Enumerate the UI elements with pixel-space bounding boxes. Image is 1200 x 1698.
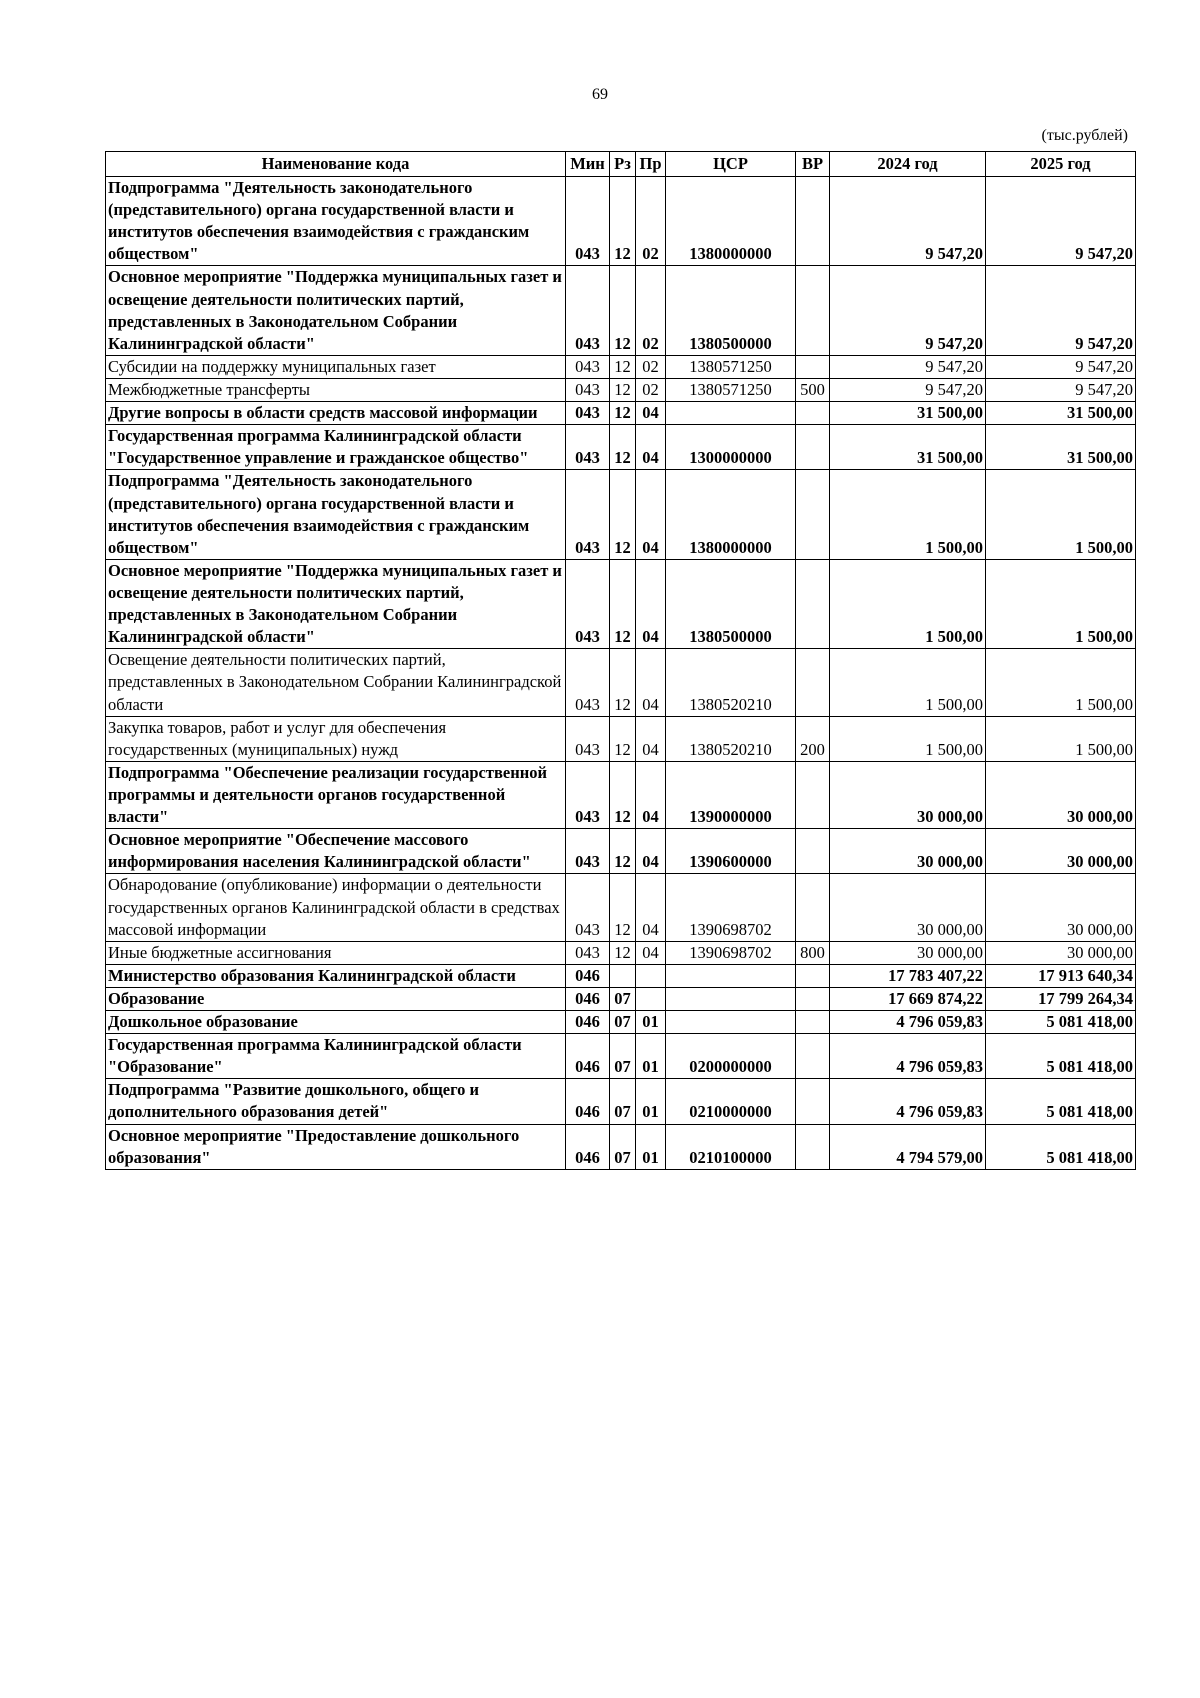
table-row [106,761,1136,828]
cell-pr: 02 [636,266,666,355]
cell-rz: 12 [610,470,636,559]
header-rz: Рз [610,152,636,177]
cell-pr: 04 [636,425,666,470]
cell-pr: 04 [636,470,666,559]
cell-csr: 1380000000 [666,470,796,559]
cell-pr: 01 [636,1124,666,1169]
cell-min: 046 [566,1124,610,1169]
cell-name: Подпрограмма "Деятельность законодательного (представительного) органа государственной власти и институтов обеспечения взаимодействия с гражданским обществом" [106,470,566,559]
cell-2024: 9 547,20 [830,355,986,378]
cell-csr: 0200000000 [666,1034,796,1079]
cell-pr: 04 [636,941,666,964]
cell-name: Подпрограмма "Деятельность законодательного (представительного) органа государственной власти и институтов обеспечения взаимодействия с гражданским обществом" [106,177,566,266]
cell-2025: 1 500,00 [986,559,1136,648]
page-number: 69 [592,86,608,103]
cell-name: Основное мероприятие "Поддержка муниципальных газет и освещение деятельности политических партий, представленных в Законодательном Собрании Калининградской области" [106,559,566,648]
cell-vr: 800 [796,941,830,964]
cell-csr [666,987,796,1010]
cell-min: 043 [566,402,610,425]
cell-2024: 30 000,00 [830,874,986,941]
cell-pr: 04 [636,829,666,874]
cell-name: Государственная программа Калининградской области "Государственное управление и гражданское общество" [106,425,566,470]
header-2024: 2024 год [830,152,986,177]
table-row [106,874,1136,941]
cell-2024: 31 500,00 [830,425,986,470]
cell-2025: 5 081 418,00 [986,1011,1136,1034]
cell-pr: 02 [636,378,666,401]
cell-min: 046 [566,987,610,1010]
cell-min: 043 [566,874,610,941]
cell-pr: 04 [636,716,666,761]
cell-vr [796,266,830,355]
cell-vr [796,874,830,941]
cell-name: Образование [106,987,566,1010]
cell-vr: 200 [796,716,830,761]
cell-name: Основное мероприятие "Обеспечение массового информирования населения Калининградской области" [106,829,566,874]
cell-rz: 12 [610,266,636,355]
cell-pr: 04 [636,559,666,648]
cell-pr [636,987,666,1010]
header-csr: ЦСР [666,152,796,177]
cell-name: Субсидии на поддержку муниципальных газет [106,355,566,378]
cell-csr: 1380000000 [666,177,796,266]
cell-min: 043 [566,716,610,761]
table-row [106,829,1136,874]
cell-csr [666,964,796,987]
budget-table [105,151,1136,1170]
cell-min: 043 [566,761,610,828]
cell-rz: 07 [610,1079,636,1124]
cell-name: Обнародование (опубликование) информации о деятельности государственных органов Калининградской области в средствах массовой информации [106,874,566,941]
table-row [106,470,1136,559]
cell-2024: 4 796 059,83 [830,1079,986,1124]
cell-rz: 12 [610,177,636,266]
cell-2025: 5 081 418,00 [986,1124,1136,1169]
cell-csr: 1300000000 [666,425,796,470]
cell-rz: 12 [610,402,636,425]
cell-rz: 12 [610,425,636,470]
cell-pr: 02 [636,177,666,266]
cell-min: 043 [566,425,610,470]
cell-min: 043 [566,177,610,266]
cell-2025: 17 799 264,34 [986,987,1136,1010]
cell-min: 043 [566,355,610,378]
cell-vr [796,649,830,716]
cell-2025: 31 500,00 [986,425,1136,470]
cell-name: Закупка товаров, работ и услуг для обеспечения государственных (муниципальных) нужд [106,716,566,761]
cell-2025: 9 547,20 [986,355,1136,378]
table-row [106,402,1136,425]
cell-2025: 31 500,00 [986,402,1136,425]
cell-name: Освещение деятельности политических партий, представленных в Законодательном Собрании Калининградской области [106,649,566,716]
cell-2024: 1 500,00 [830,716,986,761]
cell-rz: 12 [610,559,636,648]
table-row [106,1011,1136,1034]
cell-min: 043 [566,378,610,401]
cell-min: 046 [566,1011,610,1034]
cell-name: Министерство образования Калининградской области [106,964,566,987]
cell-2024: 4 794 579,00 [830,1124,986,1169]
cell-rz: 12 [610,649,636,716]
cell-2024: 30 000,00 [830,829,986,874]
cell-vr [796,1034,830,1079]
cell-csr: 1380500000 [666,266,796,355]
cell-vr [796,402,830,425]
cell-2025: 9 547,20 [986,266,1136,355]
cell-2025: 9 547,20 [986,378,1136,401]
cell-2024: 30 000,00 [830,941,986,964]
cell-name: Основное мероприятие "Поддержка муниципальных газет и освещение деятельности политических партий, представленных в Законодательном Собрании Калининградской области" [106,266,566,355]
cell-min: 043 [566,941,610,964]
table-row [106,987,1136,1010]
cell-pr: 02 [636,355,666,378]
cell-name: Межбюджетные трансферты [106,378,566,401]
cell-2025: 30 000,00 [986,829,1136,874]
cell-csr: 1390698702 [666,874,796,941]
cell-name: Основное мероприятие "Предоставление дошкольного образования" [106,1124,566,1169]
cell-2025: 30 000,00 [986,941,1136,964]
table-header-row [106,152,1136,177]
cell-rz: 12 [610,761,636,828]
cell-2025: 30 000,00 [986,761,1136,828]
cell-pr: 04 [636,874,666,941]
cell-csr: 0210100000 [666,1124,796,1169]
cell-csr: 1390600000 [666,829,796,874]
cell-min: 046 [566,1034,610,1079]
cell-min: 043 [566,559,610,648]
table-row [106,266,1136,355]
table-body [106,177,1136,1170]
table-row [106,1124,1136,1169]
table-row [106,964,1136,987]
cell-name: Дошкольное образование [106,1011,566,1034]
table-row [106,378,1136,401]
cell-min: 046 [566,964,610,987]
cell-pr: 01 [636,1079,666,1124]
cell-2024: 17 783 407,22 [830,964,986,987]
cell-2024: 17 669 874,22 [830,987,986,1010]
cell-vr [796,829,830,874]
cell-rz: 07 [610,987,636,1010]
header-2025: 2025 год [986,152,1136,177]
cell-csr: 1390000000 [666,761,796,828]
cell-csr [666,402,796,425]
cell-pr: 04 [636,761,666,828]
cell-rz: 12 [610,941,636,964]
cell-2025: 5 081 418,00 [986,1034,1136,1079]
cell-rz: 12 [610,355,636,378]
cell-2024: 9 547,20 [830,177,986,266]
cell-vr [796,761,830,828]
cell-2024: 4 796 059,83 [830,1011,986,1034]
cell-2024: 9 547,20 [830,266,986,355]
cell-csr [666,1011,796,1034]
cell-min: 043 [566,266,610,355]
header-name: Наименование кода [106,152,566,177]
cell-min: 043 [566,470,610,559]
cell-name: Подпрограмма "Развитие дошкольного, общего и дополнительного образования детей" [106,1079,566,1124]
table-row [106,941,1136,964]
cell-vr [796,559,830,648]
cell-rz: 12 [610,716,636,761]
cell-pr: 01 [636,1011,666,1034]
cell-csr: 1380500000 [666,559,796,648]
table-row [106,1034,1136,1079]
cell-rz [610,964,636,987]
cell-name: Государственная программа Калининградской области "Образование" [106,1034,566,1079]
cell-csr: 0210000000 [666,1079,796,1124]
cell-2025: 1 500,00 [986,649,1136,716]
cell-rz: 12 [610,378,636,401]
table-row [106,1079,1136,1124]
table-row [106,559,1136,648]
cell-rz: 12 [610,874,636,941]
cell-rz: 07 [610,1034,636,1079]
units-label: (тыс.рублей) [1041,127,1128,144]
cell-rz: 12 [610,829,636,874]
header-pr: Пр [636,152,666,177]
cell-pr: 01 [636,1034,666,1079]
table-row [106,425,1136,470]
cell-min: 043 [566,649,610,716]
cell-vr [796,470,830,559]
cell-name: Иные бюджетные ассигнования [106,941,566,964]
cell-2025: 30 000,00 [986,874,1136,941]
table-row [106,716,1136,761]
cell-vr [796,964,830,987]
cell-name: Подпрограмма "Обеспечение реализации государственной программы и деятельности органов государственной власти" [106,761,566,828]
cell-vr [796,1079,830,1124]
cell-min: 046 [566,1079,610,1124]
cell-vr [796,987,830,1010]
cell-pr: 04 [636,649,666,716]
cell-rz: 07 [610,1124,636,1169]
cell-2025: 17 913 640,34 [986,964,1136,987]
cell-2025: 9 547,20 [986,177,1136,266]
header-min: Мин [566,152,610,177]
cell-2024: 1 500,00 [830,559,986,648]
cell-name: Другие вопросы в области средств массовой информации [106,402,566,425]
cell-2024: 31 500,00 [830,402,986,425]
cell-2024: 9 547,20 [830,378,986,401]
header-vr: ВР [796,152,830,177]
cell-csr: 1380520210 [666,716,796,761]
cell-rz: 07 [610,1011,636,1034]
table-row [106,649,1136,716]
cell-vr [796,425,830,470]
cell-csr: 1380571250 [666,378,796,401]
cell-vr [796,1124,830,1169]
table-row [106,355,1136,378]
cell-pr: 04 [636,402,666,425]
cell-vr [796,1011,830,1034]
cell-pr [636,964,666,987]
cell-2024: 1 500,00 [830,649,986,716]
cell-vr [796,177,830,266]
cell-vr [796,355,830,378]
cell-2025: 5 081 418,00 [986,1079,1136,1124]
cell-vr: 500 [796,378,830,401]
cell-2024: 1 500,00 [830,470,986,559]
cell-2024: 4 796 059,83 [830,1034,986,1079]
cell-csr: 1380571250 [666,355,796,378]
cell-min: 043 [566,829,610,874]
cell-2024: 30 000,00 [830,761,986,828]
cell-csr: 1390698702 [666,941,796,964]
cell-2025: 1 500,00 [986,716,1136,761]
cell-csr: 1380520210 [666,649,796,716]
cell-2025: 1 500,00 [986,470,1136,559]
table-row [106,177,1136,266]
